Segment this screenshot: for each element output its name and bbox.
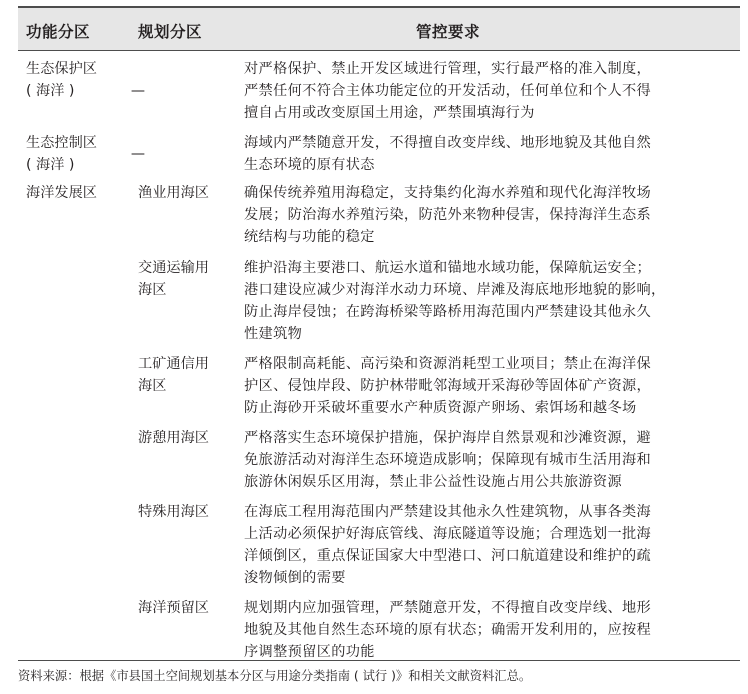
table-row bbox=[18, 427, 740, 493]
planning-zone-cell: 海洋预留区 bbox=[138, 600, 209, 616]
requirement-cell: 在海底工程用海范围内严禁建设其他永久性建筑物，从事各类海 上活动必须保护好海底管线、海底隧道等设施；合理选划一批海 洋倾倒区，重点保证国家大中型港口、河口航道建设和维护的疏 浚物倾倒的需要 bbox=[244, 504, 652, 586]
function-zone-cell: 海洋发展区 bbox=[26, 185, 97, 201]
table-row bbox=[18, 501, 740, 589]
requirement-cell: 海域内严禁随意开发，不得擅自改变岸线、地形地貌及其他自然 生态环境的原有状态 bbox=[244, 135, 652, 173]
table-row bbox=[18, 132, 740, 182]
header-rule bbox=[18, 50, 740, 51]
table-bottom-rule bbox=[18, 660, 740, 661]
table-row bbox=[18, 58, 740, 124]
table-row bbox=[18, 182, 740, 248]
header-function-zone: 功能分区 bbox=[26, 23, 91, 41]
requirement-cell: 严格落实生态环境保护措施，保护海岸自然景观和沙滩资源，避 免旅游活动对海洋生态环境造成影响；保障现有城市生活用海和 旅游休闲娱乐区用海，禁止非公益性设施占用公共旅游资源 bbox=[244, 430, 652, 490]
source-note: 资料来源：根据《市县国土空间规划基本分区与用途分类指南 ( 试行 )》和相关文献资料汇总。 bbox=[18, 669, 532, 683]
table-row bbox=[18, 353, 740, 419]
planning-zone-cell: 特殊用海区 bbox=[138, 504, 209, 520]
planning-zone-cell: 渔业用海区 bbox=[138, 185, 209, 201]
planning-zone-cell: — bbox=[130, 146, 146, 162]
header-planning-zone: 规划分区 bbox=[138, 23, 203, 41]
table-row bbox=[18, 597, 740, 663]
function-zone-cell: 生态保护区 ( 海洋 ) bbox=[26, 61, 97, 99]
table-body bbox=[18, 58, 740, 663]
planning-zone-cell: 交通运输用 海区 bbox=[138, 260, 209, 298]
requirement-cell: 确保传统养殖用海稳定，支持集约化海水养殖和现代化海洋牧场 发展；防治海水养殖污染，防范外来物种侵害，保持海洋生态系 统结构与功能的稳定 bbox=[244, 185, 652, 245]
table-row bbox=[18, 257, 740, 345]
requirement-cell: 维护沿海主要港口、航运水道和锚地水域功能，保障航运安全； 港口建设应减少对海洋水动力环境、岸滩及海底地形地貌的影响， 防止海岸侵蚀；在跨海桥梁等路桥用海范围内严禁建设其他永久 性建筑物 bbox=[244, 260, 666, 342]
requirement-cell: 规划期内应加强管理，严禁随意开发，不得擅自改变岸线、地形 地貌及其他自然生态环境的原有状态；确需开发利用的，应按程 序调整预留区的功能 bbox=[244, 600, 652, 660]
planning-zone-cell: 工矿通信用 海区 bbox=[138, 356, 209, 394]
planning-zone-cell: — bbox=[130, 83, 146, 99]
function-zone-cell: 生态控制区 ( 海洋 ) bbox=[26, 135, 97, 173]
header-control-requirements: 管控要求 bbox=[416, 23, 481, 41]
requirement-cell: 对严格保护、禁止开发区域进行管理，实行最严格的准入制度， 严禁任何不符合主体功能定位的开发活动，任何单位和个人不得 擅自占用或改变原国土用途，严禁围填海行为 bbox=[244, 61, 652, 121]
requirement-cell: 严格限制高耗能、高污染和资源消耗型工业项目；禁止在海洋保 护区、侵蚀岸段、防护林带毗邻海域开采海砂等固体矿产资源， 防止海砂开采破坏重要水产种质资源产卵场、索饵场和越冬场 bbox=[244, 356, 652, 416]
planning-zone-cell: 游憩用海区 bbox=[138, 430, 209, 446]
table-header bbox=[18, 8, 740, 50]
